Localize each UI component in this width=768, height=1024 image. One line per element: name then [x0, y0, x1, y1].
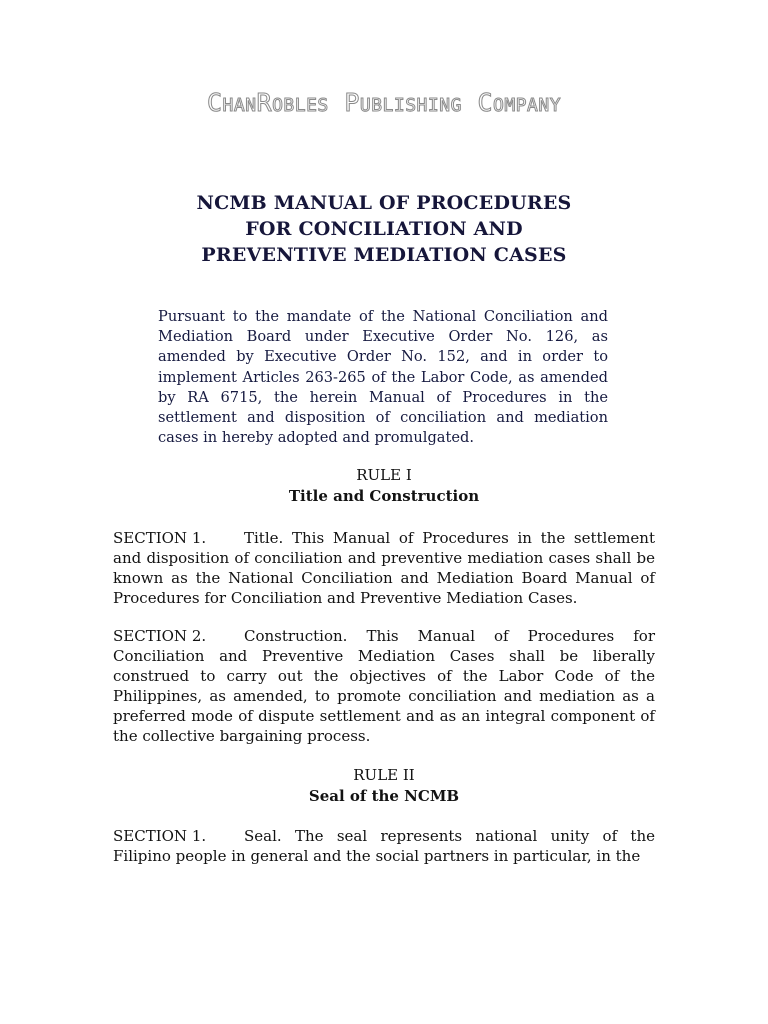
rule-title: Title and Construction: [288, 487, 480, 505]
publisher-header: ChanRobles Publishing Company: [206, 88, 562, 117]
rule-heading: [0, 465, 768, 507]
rule-title: Seal of the NCMB: [308, 787, 460, 805]
intro-paragraph: Pursuant to the mandate of the National Conciliation and Mediation Board under Executive Order No. 126, as amended by Executive Order No. 152, and in order to implement Articles 263-265 of the Labor Code, as amended by RA 6715, the herein Manual of Procedures in the settlement and disposition of conciliation and mediation cases in hereby adopted and promulgated.: [158, 308, 608, 447]
title-line-3: PREVENTIVE MEDIATION CASES: [201, 244, 567, 266]
document-title: [0, 190, 768, 268]
section-text: Construction. This Manual of Procedures for Conciliation and Preventive Mediation Cases shall be liberally construed to carry out the objectives of the Labor Code of the Philippines, as amended, to promote conciliation and mediation as a preferred mode of dispute settlement and as an integral component of the collective bargaining process.: [113, 627, 655, 746]
section-paragraph: [113, 826, 655, 866]
title-line-2: FOR CONCILIATION AND: [245, 218, 523, 240]
section-text: Title. This Manual of Procedures in the settlement and disposition of conciliation and preventive mediation cases shall be known as the National Conciliation and Mediation Board Manual of Procedures for Conciliation and Preventive Mediation Cases.: [113, 529, 655, 608]
section-label: SECTION 1.: [113, 827, 207, 845]
title-line-1: NCMB MANUAL OF PROCEDURES: [196, 192, 572, 214]
section-label: SECTION 1.: [113, 529, 207, 547]
rule-heading: [0, 765, 768, 807]
section-text: Seal. The seal represents national unity of the Filipino people in general and the social partners in particular, in the: [113, 827, 655, 866]
rule-number: RULE I: [356, 466, 412, 484]
section-paragraph: [113, 528, 655, 608]
section-label: SECTION 2.: [113, 627, 207, 645]
rule-number: RULE II: [353, 766, 415, 784]
section-paragraph: [113, 626, 655, 747]
